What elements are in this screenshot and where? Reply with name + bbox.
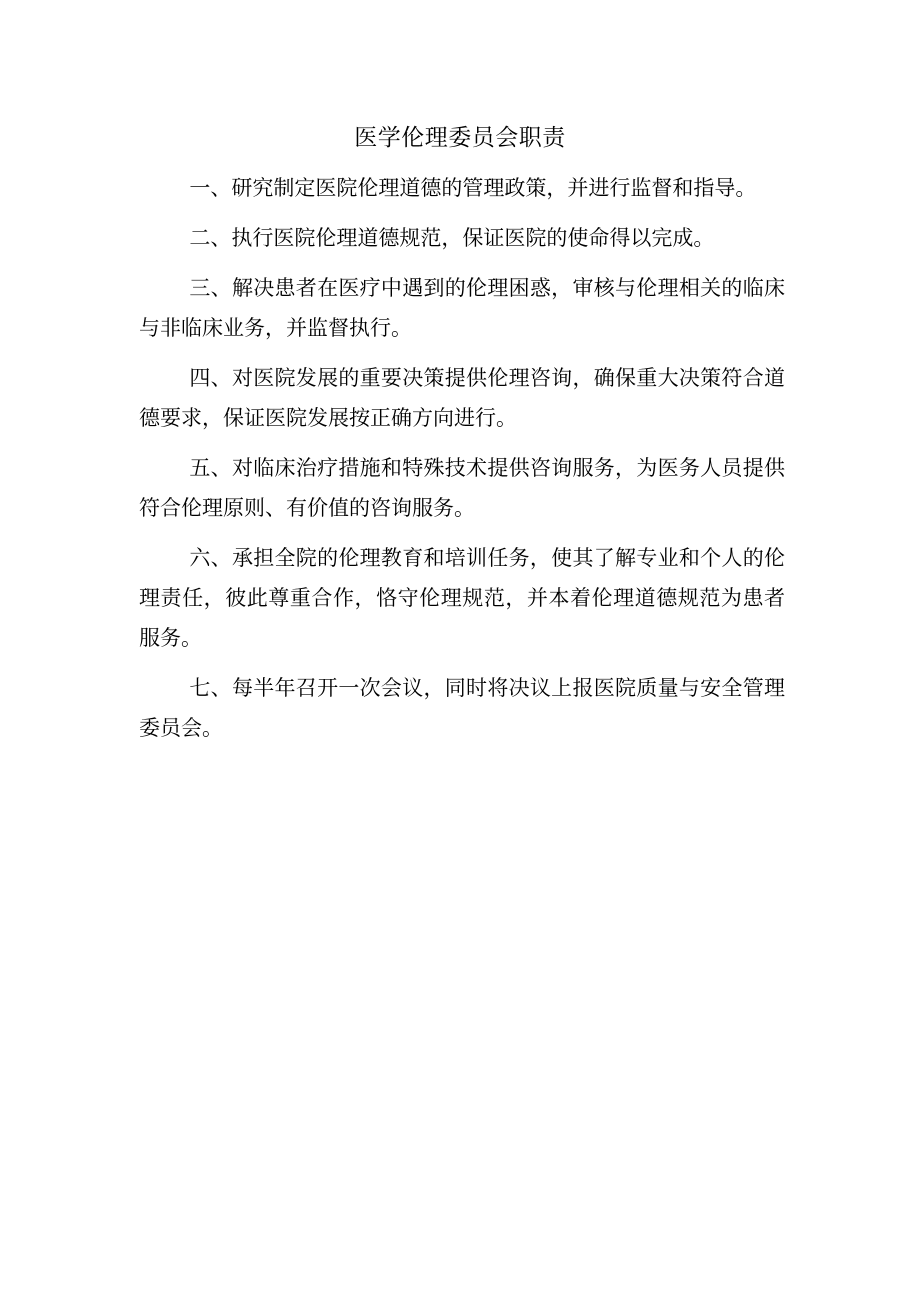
- paragraph-5: 五、对临床治疗措施和特殊技术提供咨询服务，为医务人员提供符合伦理原则、有价值的咨询服务。: [139, 456, 785, 520]
- paragraph-6: 六、承担全院的伦理教育和培训任务，使其了解专业和个人的伦理责任，彼此尊重合作，恪守伦理规范，并本着伦理道德规范为患者服务。: [139, 546, 785, 650]
- paragraph-3: 三、解决患者在医疗中遇到的伦理困惑，审核与伦理相关的临床与非临床业务，并监督执行。: [139, 276, 785, 340]
- paragraph-1: 一、研究制定医院伦理道德的管理政策，并进行监督和指导。: [189, 176, 757, 200]
- document-title: 医学伦理委员会职责: [354, 125, 566, 151]
- document-body: [139, 168, 785, 758]
- paragraph-2: 二、执行医院伦理道德规范，保证医院的使命得以完成。: [189, 226, 715, 250]
- paragraph-4: 四、对医院发展的重要决策提供伦理咨询，确保重大决策符合道德要求，保证医院发展按正确方向进行。: [139, 366, 785, 430]
- paragraph-7: 七、每半年召开一次会议，同时将决议上报医院质量与安全管理委员会。: [139, 676, 785, 740]
